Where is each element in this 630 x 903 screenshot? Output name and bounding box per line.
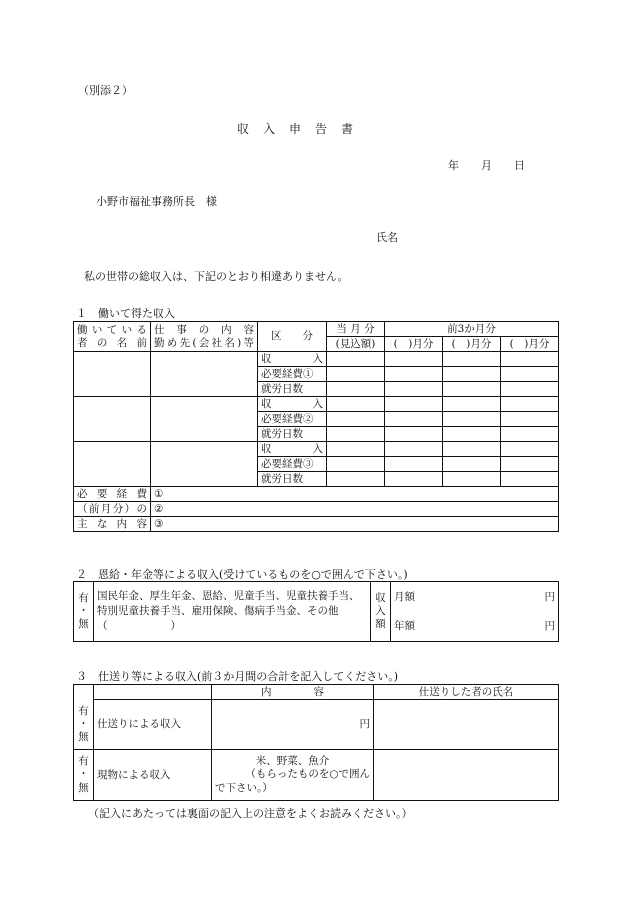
cell[interactable] — [327, 472, 385, 487]
cell[interactable] — [385, 472, 443, 487]
cell[interactable] — [327, 412, 385, 427]
footer-note: （記入にあたっては裏面の記入上の注意をよくお読みください。） — [88, 807, 413, 820]
cell[interactable] — [385, 382, 443, 397]
remittance-yes-no[interactable]: 有 ・ 無 — [74, 700, 94, 750]
header-kubun: 区 分 — [258, 322, 327, 352]
row-expense-2: 必要経費② — [258, 412, 327, 427]
yearly-amount[interactable] — [391, 612, 559, 642]
inkind-content[interactable]: 米、野菜、魚介 （もらったものを○で囲ん で下さい。） — [212, 750, 374, 801]
cell[interactable] — [443, 427, 501, 442]
inkind-label: 現物による収入 — [94, 750, 212, 801]
job-2[interactable] — [151, 397, 258, 442]
remittance-label: 仕送りによる収入 — [94, 700, 212, 750]
header-current-estimate: (見込額) — [327, 337, 385, 352]
worker-name-1[interactable] — [74, 352, 151, 397]
header-content: 内 容 — [212, 685, 374, 700]
blank-corner — [74, 685, 94, 700]
blank-header — [94, 685, 212, 700]
header-sender: 仕送りした者の氏名 — [374, 685, 559, 700]
cell[interactable] — [327, 382, 385, 397]
worker-name-3[interactable] — [74, 442, 151, 487]
job-1[interactable] — [151, 352, 258, 397]
remittance-sender[interactable] — [374, 700, 559, 750]
yearly-label: 年額 — [394, 620, 415, 633]
monthly-amount[interactable] — [391, 582, 559, 612]
header-current-month: 当 月 分 — [327, 322, 385, 337]
cell[interactable] — [443, 367, 501, 382]
row-expense-1: 必要経費① — [258, 367, 327, 382]
page-title: 収 入 申 告 書 — [237, 122, 355, 136]
cell[interactable] — [501, 472, 559, 487]
date-field[interactable]: 年 月 日 — [448, 159, 525, 172]
name-label: 氏名 — [376, 231, 398, 244]
inkind-sender[interactable] — [374, 750, 559, 801]
header-month-3[interactable]: ( )月分 — [501, 337, 559, 352]
inkind-yes-no[interactable]: 有 ・ 無 — [74, 750, 94, 801]
cell[interactable] — [385, 412, 443, 427]
header-worker-name: 働いている 者 の 名 前 — [74, 322, 151, 352]
yen-unit: 円 — [544, 620, 555, 633]
cell[interactable] — [385, 352, 443, 367]
expense-label-2: （前月分）の — [74, 502, 151, 517]
cell[interactable] — [385, 457, 443, 472]
job-3[interactable] — [151, 442, 258, 487]
cell[interactable] — [385, 427, 443, 442]
header-month-2[interactable]: ( )月分 — [443, 337, 501, 352]
cell[interactable] — [501, 427, 559, 442]
cell[interactable] — [501, 382, 559, 397]
row-expense-3: 必要経費③ — [258, 457, 327, 472]
expense-label-1: 必 要 経 費 — [74, 487, 151, 502]
cell[interactable] — [501, 442, 559, 457]
cell[interactable] — [501, 367, 559, 382]
statement: 私の世帯の総収入は、下記のとおり相違ありません。 — [84, 270, 349, 283]
section3-heading: ３ 仕送り等による収入(前３か月間の合計を記入してください。) — [76, 670, 399, 683]
cell[interactable] — [501, 457, 559, 472]
cell[interactable] — [443, 382, 501, 397]
cell[interactable] — [327, 352, 385, 367]
monthly-label: 月額 — [394, 590, 415, 603]
work-income-table — [73, 321, 559, 532]
row-days-2: 就労日数 — [258, 427, 327, 442]
expense-label-3: 主 な 内 容 — [74, 517, 151, 532]
cell[interactable] — [501, 352, 559, 367]
worker-name-2[interactable] — [74, 397, 151, 442]
cell[interactable] — [327, 442, 385, 457]
row-income-3: 収 入 — [258, 442, 327, 457]
section2-heading: ２ 恩給・年金等による収入(受けているものを○で囲んで下さい。) — [76, 568, 408, 581]
row-income-1: 収 入 — [258, 352, 327, 367]
header-month-1[interactable]: ( )月分 — [385, 337, 443, 352]
cell[interactable] — [501, 412, 559, 427]
expense-detail-1[interactable]: ① — [151, 487, 559, 502]
pension-yes-no[interactable]: 有 ・ 無 — [74, 582, 94, 642]
expense-detail-2[interactable]: ② — [151, 502, 559, 517]
cell[interactable] — [443, 412, 501, 427]
income-amount-label: 収 入 額 — [371, 582, 391, 642]
header-job: 仕 事 の 内 容 勤め先(会社名)等 — [151, 322, 258, 352]
section1-heading: １ 働いて得た収入 — [76, 307, 175, 320]
expense-detail-3[interactable]: ③ — [151, 517, 559, 532]
cell[interactable] — [327, 367, 385, 382]
cell[interactable] — [443, 472, 501, 487]
cell[interactable] — [327, 427, 385, 442]
cell[interactable] — [443, 442, 501, 457]
remittance-table — [73, 684, 559, 801]
header-prev3: 前3か月分 — [385, 322, 559, 337]
row-income-2: 収 入 — [258, 397, 327, 412]
cell[interactable] — [327, 397, 385, 412]
pension-table — [73, 581, 559, 642]
attachment-label: （別添２） — [78, 84, 133, 97]
cell[interactable] — [385, 367, 443, 382]
remittance-amount[interactable]: 円 — [212, 700, 374, 750]
pension-types[interactable]: 国民年金、厚生年金、恩給、児童手当、児童扶養手当、特別児童扶養手当、雇用保険、傷病手当金、その他（ ） — [94, 582, 371, 642]
cell[interactable] — [443, 352, 501, 367]
row-days-3: 就労日数 — [258, 472, 327, 487]
addressee: 小野市福祉事務所長 様 — [96, 195, 217, 208]
cell[interactable] — [385, 442, 443, 457]
cell[interactable] — [443, 397, 501, 412]
cell[interactable] — [327, 457, 385, 472]
cell[interactable] — [385, 397, 443, 412]
cell[interactable] — [501, 397, 559, 412]
cell[interactable] — [443, 457, 501, 472]
row-days-1: 就労日数 — [258, 382, 327, 397]
yen-unit: 円 — [544, 590, 555, 603]
